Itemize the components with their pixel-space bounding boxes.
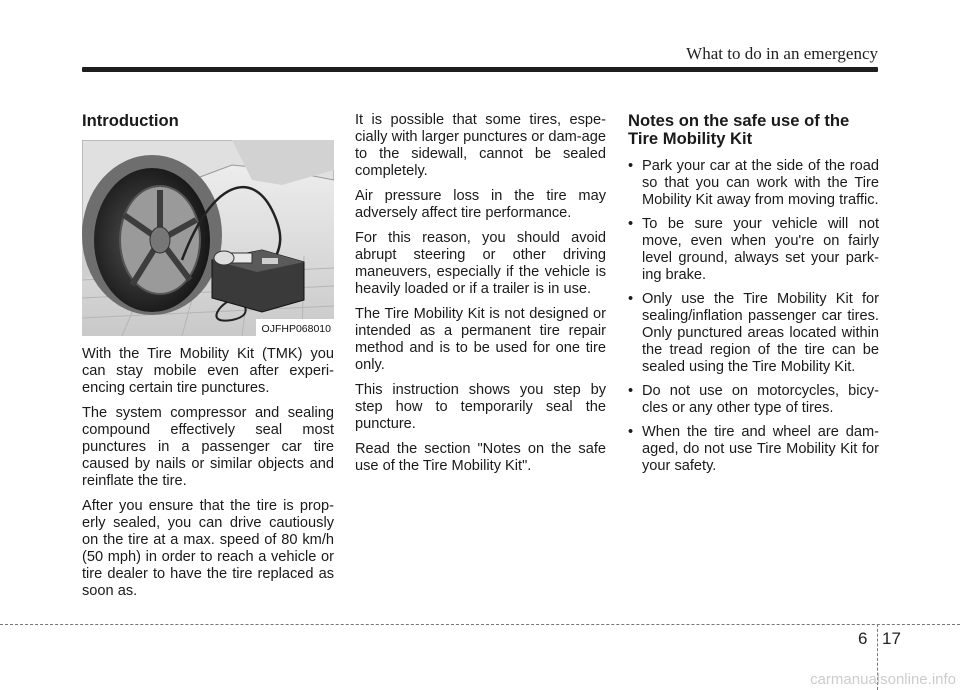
- list-item: [628, 424, 879, 475]
- bullet: •: [628, 383, 634, 399]
- watermark-text: carmanualsonline.info: [810, 671, 956, 688]
- body-paragraph: Read the section "Notes on the safe use of the Tire Mobility Kit".: [355, 441, 606, 474]
- figure-code: OJFHP068010: [256, 319, 334, 336]
- list-item-text: When the tire and wheel are dam-aged, do not use Tire Mobility Kit for your safety.: [642, 424, 879, 474]
- list-item: [628, 216, 879, 284]
- intro-paragraph: The system compressor and sealing compound effectively seal most punctures in a passenger car tire caused by nails or similar objects and reinflate the tire.: [82, 405, 334, 489]
- footer-rule: [0, 624, 960, 625]
- list-item: [628, 158, 879, 209]
- column-safety-notes: [628, 112, 879, 482]
- body-paragraph: For this reason, you should avoid abrupt steering or other driving maneuvers, especially if the vehicle is heavily loaded or if a trailer is in use.: [355, 230, 606, 297]
- header-rule: [82, 67, 878, 72]
- body-paragraph: The Tire Mobility Kit is not designed or intended as a permanent tire repair method and is to be used for one tire only.: [355, 306, 606, 373]
- bullet: •: [628, 158, 634, 174]
- running-header-title: What to do in an emergency: [686, 44, 878, 63]
- section-heading-introduction: Introduction: [82, 111, 179, 130]
- body-paragraph: This instruction shows you step by step how to temporarily seal the puncture.: [355, 382, 606, 432]
- intro-paragraph: With the Tire Mobility Kit (TMK) you can stay mobile even after experi-encing certain tire punctures.: [82, 346, 334, 396]
- tire-mobility-kit-illustration: [82, 140, 334, 336]
- column-middle: [355, 112, 606, 483]
- intro-paragraph: After you ensure that the tire is prop-erly sealed, you can drive cautiously on the tire at a max. speed of 80 km/h (50 mph) in order to reach a vehicle or tire dealer to have the tire replaced as soon as.: [82, 498, 334, 599]
- column-introduction: [82, 112, 334, 608]
- body-paragraph: Air pressure loss in the tire may adversely affect tire performance.: [355, 188, 606, 221]
- page-number: 17: [882, 629, 901, 648]
- list-item-text: Only use the Tire Mobility Kit for sealing/inflation passenger car tires. Only punctured areas located within the tread region of the tire can be sealed using the Tire Mobility Kit.: [642, 291, 879, 375]
- bullet: •: [628, 291, 634, 307]
- list-item-text: Do not use on motorcycles, bicy-cles or any other type of tires.: [642, 383, 879, 416]
- list-item-text: To be sure your vehicle will not move, even when you're on fairly level ground, always set your park-ing brake.: [642, 216, 879, 283]
- list-item: [628, 291, 879, 376]
- safety-notes-list: [628, 158, 879, 475]
- section-heading-safety-notes: Notes on the safe use of the Tire Mobility Kit: [628, 111, 850, 148]
- bullet: •: [628, 216, 634, 232]
- body-paragraph: It is possible that some tires, espe-cially with larger punctures or dam-age to the sidewall, cannot be sealed completely.: [355, 112, 606, 179]
- list-item: [628, 383, 879, 417]
- figure-tire-mobility-kit: [82, 140, 334, 336]
- chapter-number: 6: [858, 629, 868, 648]
- bullet: •: [628, 424, 634, 440]
- list-item-text: Park your car at the side of the road so that you can work with the Tire Mobility Kit away from moving traffic.: [642, 158, 879, 208]
